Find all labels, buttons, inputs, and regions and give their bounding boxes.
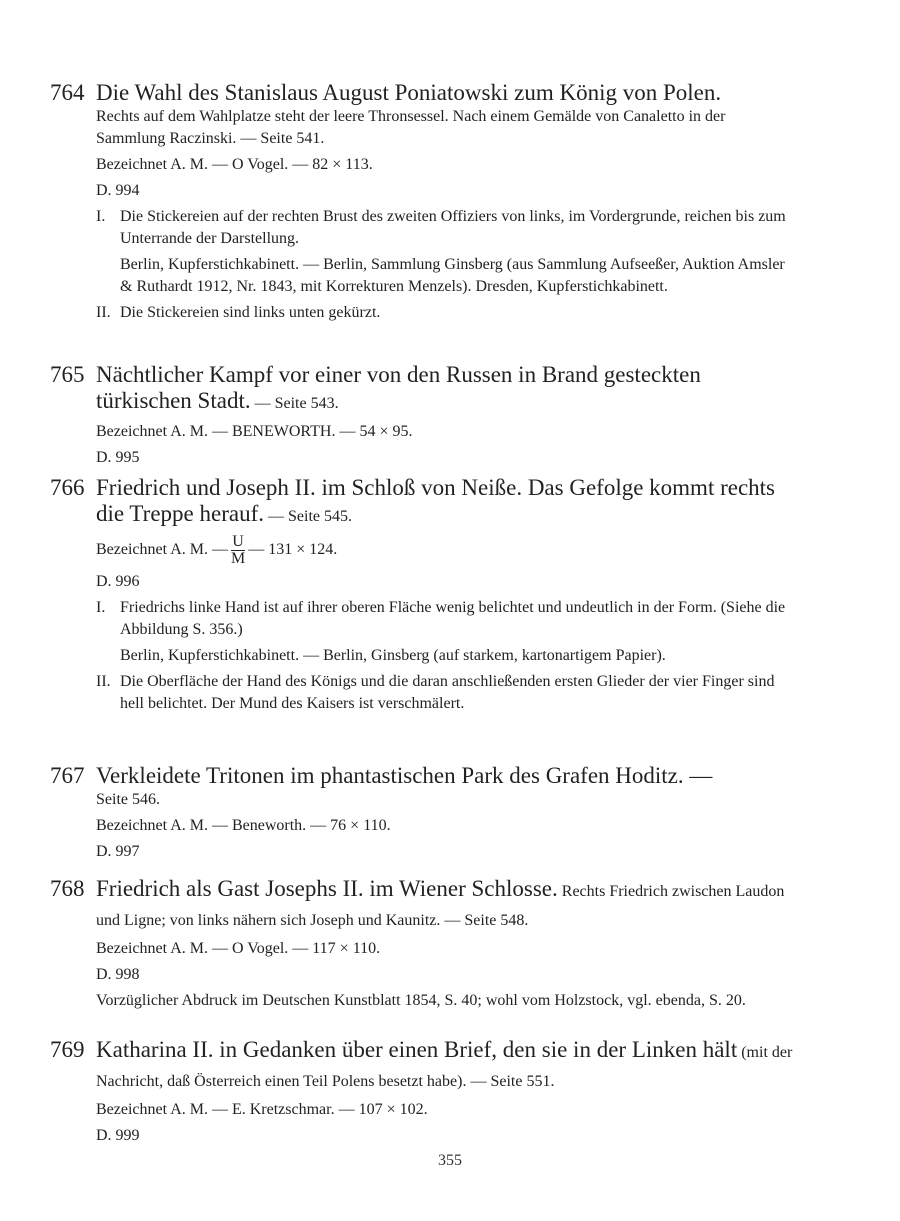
monogram-fraction xyxy=(231,534,245,567)
fraction-bottom: M xyxy=(230,550,246,567)
entry-title xyxy=(96,475,795,530)
entry-number: 767 xyxy=(50,763,85,788)
state-note xyxy=(96,206,795,298)
entry-title-text: Friedrich als Gast Josephs II. im Wiener Schlosse. xyxy=(96,876,558,901)
entry-title xyxy=(96,876,795,934)
state-text: Die Oberfläche der Hand des Königs und die daran anschließenden ersten Glieder der vier Finger sind hell belichtet. Der Mund des Kaisers ist verschmälert. xyxy=(120,673,775,712)
entry-number: 765 xyxy=(50,362,85,387)
entry-title xyxy=(96,362,795,417)
state-locations: Berlin, Kupferstichkabinett. — Berlin, Sammlung Ginsberg (aus Sammlung Aufseeßer, Auktion Amsler & Ruthardt 1912, Nr. 1843, mit Korrekturen Menzels). Dresden, Kupferstichkabinett. xyxy=(120,256,785,295)
entry-title-text: Katharina II. in Gedanken über einen Brief, den sie in der Linken hält xyxy=(96,1037,738,1062)
catalog-entry-764 xyxy=(50,80,795,324)
entry-number: 768 xyxy=(50,876,85,901)
catalog-entry-767 xyxy=(50,763,795,863)
entry-d-number: D. 998 xyxy=(96,966,140,983)
catalog-entry-768 xyxy=(50,876,795,1012)
entry-remark: Vorzüglicher Abdruck im Deutschen Kunstblatt 1854, S. 40; wohl vom Holzstock, vgl. ebenda, S. 20. xyxy=(96,992,746,1009)
entry-title xyxy=(96,1037,795,1095)
entry-title-text: Nächtlicher Kampf vor einer von den Russen in Brand gesteckten türkischen Stadt. xyxy=(96,362,701,413)
entry-title: Verkleidete Tritonen im phantastischen Park des Grafen Hoditz. — xyxy=(96,763,713,788)
state-numeral: I. xyxy=(96,208,106,225)
fraction-top: U xyxy=(232,533,244,550)
state-text: Die Stickereien auf der rechten Brust des zweiten Offiziers von links, im Vordergrunde, reichen bis zum Unterrande der Darstellung. xyxy=(120,208,786,247)
entry-d-number: D. 999 xyxy=(96,1127,140,1144)
entry-d-number: D. 995 xyxy=(96,449,140,466)
entry-description: Rechts auf dem Wahlplatze steht der leere Thronsessel. Nach einem Gemälde von Canaletto in der Sammlung Raczinski. — Seite 541. xyxy=(96,108,726,147)
state-note xyxy=(96,671,795,715)
state-text: Friedrichs linke Hand ist auf ihrer oberen Fläche wenig belichtet und undeutlich in der Form. (Siehe die Abbildung S. 356.) xyxy=(120,599,786,638)
state-locations: Berlin, Kupferstichkabinett. — Berlin, Ginsberg (auf starkem, kartonartigem Papier). xyxy=(120,647,666,664)
entry-signature: Bezeichnet A. M. — BENEWORTH. — 54 × 95. xyxy=(96,423,413,440)
entry-description-inline: Rechts Friedrich zwischen Laudon und Ligne; von links nähern sich Joseph und Kaunitz. — Seite 548. xyxy=(96,883,785,929)
entry-page-reference: — Seite 543. xyxy=(250,395,339,412)
entry-signature: Bezeichnet A. M. — O Vogel. — 117 × 110. xyxy=(96,940,381,957)
catalog-entry-765 xyxy=(50,362,795,469)
signature-prefix: Bezeichnet A. M. — xyxy=(96,541,228,559)
state-numeral: I. xyxy=(96,599,106,616)
page-number: 355 xyxy=(438,1152,462,1169)
signature-suffix: — 131 × 124. xyxy=(248,541,338,559)
entry-signature: Bezeichnet A. M. — O Vogel. — 82 × 113. xyxy=(96,156,373,173)
state-note xyxy=(96,302,795,324)
catalog-entry-769 xyxy=(50,1037,795,1147)
state-note xyxy=(96,597,795,667)
entry-signature: Bezeichnet A. M. — Beneworth. — 76 × 110. xyxy=(96,817,391,834)
entry-number: 769 xyxy=(50,1037,85,1062)
entry-description-inline: (mit der Nachricht, daß Österreich einen Teil Polens besetzt habe). — Seite 551. xyxy=(96,1044,793,1090)
entry-d-number: D. 996 xyxy=(96,573,140,590)
entry-signature: Bezeichnet A. M. — E. Kretzschmar. — 107 × 102. xyxy=(96,1101,428,1118)
entry-number: 766 xyxy=(50,475,85,500)
entry-title-text: Friedrich und Joseph II. im Schloß von Neiße. Das Gefolge kommt rechts die Treppe herauf. xyxy=(96,475,776,526)
entry-title: Die Wahl des Stanislaus August Poniatowski zum König von Polen. xyxy=(96,80,722,105)
entry-d-number: D. 994 xyxy=(96,182,140,199)
entry-page-reference: — Seite 545. xyxy=(264,508,352,525)
entry-signature xyxy=(96,534,795,567)
entry-d-number: D. 997 xyxy=(96,843,140,860)
entry-description: Seite 546. xyxy=(96,791,160,808)
catalog-entry-766 xyxy=(50,475,795,715)
state-text: Die Stickereien sind links unten gekürzt. xyxy=(120,304,381,321)
entry-number: 764 xyxy=(50,80,85,105)
state-numeral: II. xyxy=(96,673,111,690)
state-numeral: II. xyxy=(96,304,111,321)
